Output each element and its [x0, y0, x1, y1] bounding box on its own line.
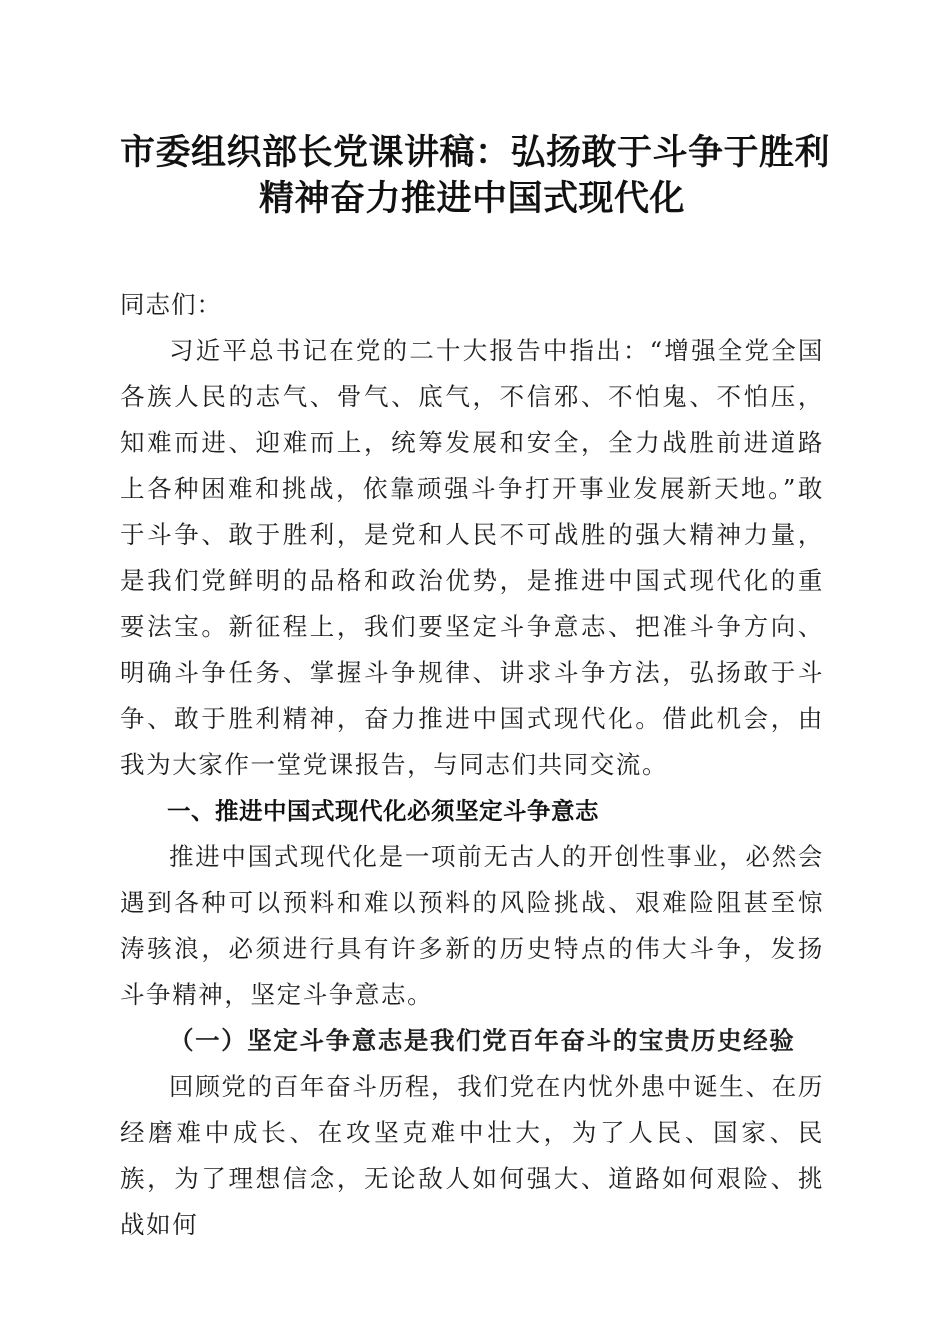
- section-heading-1: 一、推进中国式现代化必须坚定斗争意志: [167, 797, 599, 825]
- paragraph-subsection-1: 回顾党的百年奋斗历程，我们党在内忧外患中诞生、在历经磨难中成长、在攻坚克难中壮大，为了人民、国家、民族，为了理想信念，无论敌人如何强大、道路如何艰险、挑战如何: [120, 1072, 824, 1239]
- title-line-1: 市委组织部长党课讲稿：弘扬敢于斗争于胜利: [120, 132, 831, 173]
- document-title: [120, 130, 831, 222]
- salutation: 同志们：: [120, 290, 222, 319]
- paragraph-intro: 习近平总书记在党的二十大报告中指出：“增强全党全国各族人民的志气、骨气、底气，不信邪、不怕鬼、不怕压，知难而进、迎难而上，统筹发展和安全，全力战胜前进道路上各种困难和挑战，依靠顽强斗争打开事业发展新天地。”敢于斗争、敢于胜利，是党和人民不可战胜的强大精神力量，是我们党鲜明的品格和政治优势，是推进中国式现代化的重要法宝。新征程上，我们要坚定斗争意志、把准斗争方向、明确斗争任务、掌握斗争规律、讲求斗争方法，弘扬敢于斗争、敢于胜利精神，奋力推进中国式现代化。借此机会，由我为大家作一堂党课报告，与同志们共同交流。: [120, 336, 824, 779]
- paragraph-section-1: 推进中国式现代化是一项前无古人的开创性事业，必然会遇到各种可以预料和难以预料的风险挑战、艰难险阻甚至惊涛骇浪，必须进行具有许多新的历史特点的伟大斗争，发扬斗争精神，坚定斗争意志。: [120, 842, 824, 1009]
- subsection-heading-1: （一）坚定斗争意志是我们党百年奋斗的宝贵历史经验: [169, 1026, 796, 1055]
- document-body: [120, 282, 824, 1248]
- title-line-2: 精神奋力推进中国式现代化: [258, 178, 685, 219]
- document-page: [120, 130, 831, 1248]
